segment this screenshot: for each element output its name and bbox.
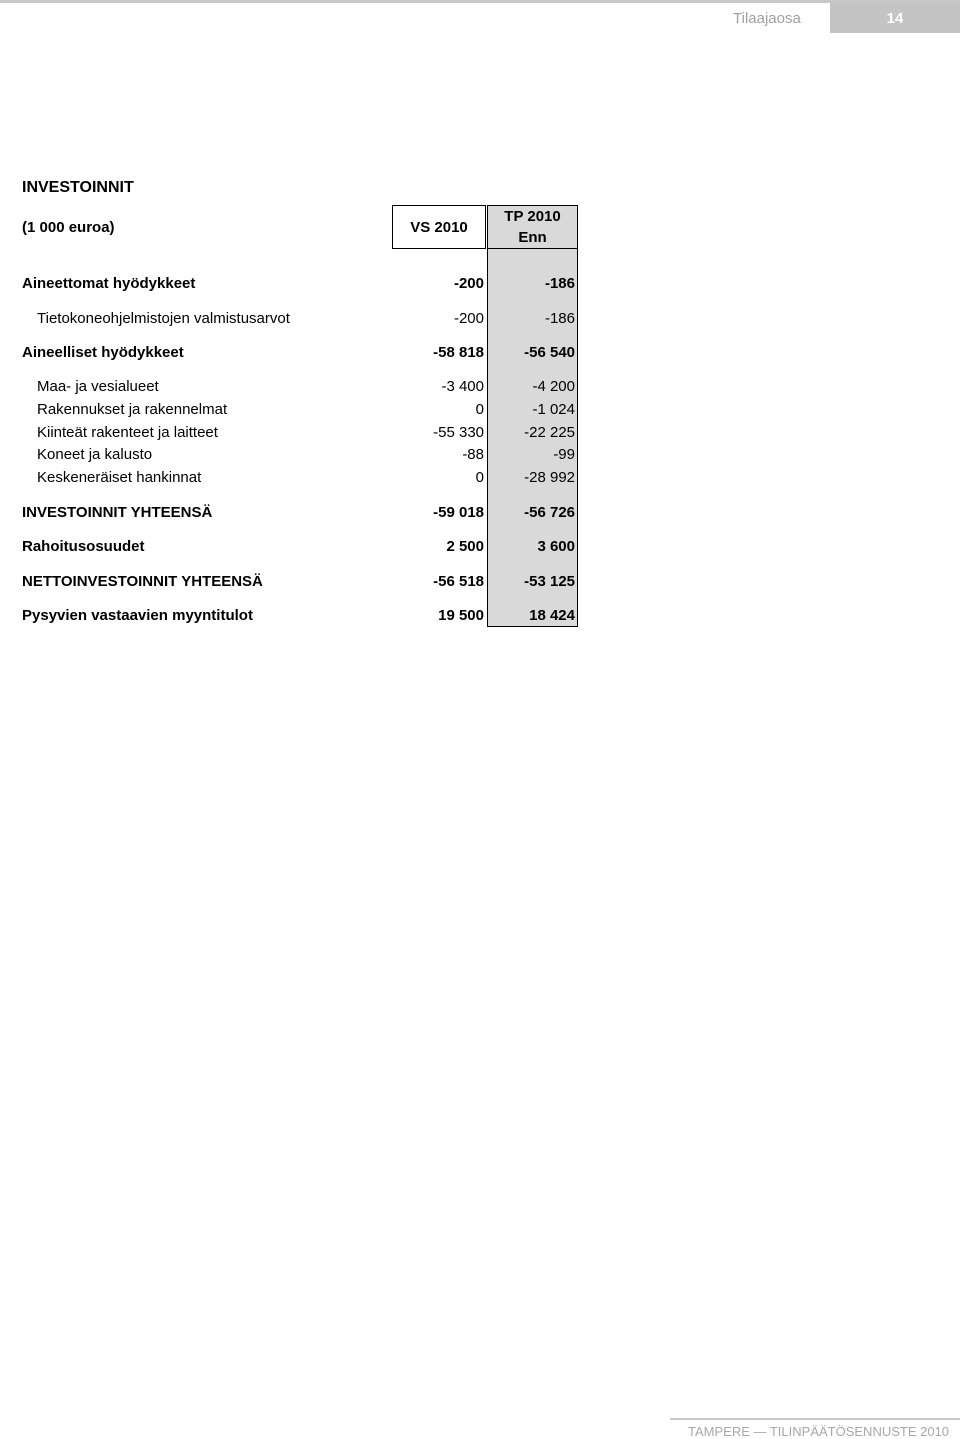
row-value-tp: -28 992 xyxy=(524,469,575,486)
row-value-tp: -56 540 xyxy=(524,344,575,361)
column-header-tp-line1: TP 2010 xyxy=(504,207,561,225)
table-row-total xyxy=(0,573,578,593)
table-row xyxy=(0,424,578,444)
row-value-tp: -56 726 xyxy=(524,504,575,521)
row-value-tp: 18 424 xyxy=(529,607,575,624)
row-label: Rakennukset ja rakennelmat xyxy=(37,401,228,418)
table-row xyxy=(0,310,578,330)
row-value-tp: -53 125 xyxy=(524,573,575,590)
row-value-vs: -58 818 xyxy=(433,344,484,361)
row-value-vs: -200 xyxy=(453,275,484,292)
column-header-tp-line2: Enn xyxy=(518,228,547,246)
row-value-vs: -200 xyxy=(453,310,484,327)
page-number: 14 xyxy=(886,9,904,27)
row-label: Maa- ja vesialueet xyxy=(37,378,159,395)
row-value-vs: -88 xyxy=(462,446,484,463)
table-row xyxy=(0,538,578,558)
column-header-vs-text: VS 2010 xyxy=(410,218,468,236)
row-value-vs: 19 500 xyxy=(438,607,484,624)
unit-label: (1 000 euroa) xyxy=(22,219,115,236)
table-row xyxy=(0,275,578,295)
row-value-vs: -59 018 xyxy=(433,504,484,521)
row-value-vs: -55 330 xyxy=(433,424,484,441)
table-row xyxy=(0,607,578,627)
row-value-tp: -186 xyxy=(544,310,575,327)
row-value-vs: 0 xyxy=(475,401,484,418)
row-label: NETTOINVESTOINNIT YHTEENSÄ xyxy=(22,573,263,590)
row-value-vs: -3 400 xyxy=(441,378,484,395)
table-row xyxy=(0,378,578,398)
page-title: INVESTOINNIT xyxy=(22,179,134,196)
table-row xyxy=(0,401,578,421)
row-value-tp: 3 600 xyxy=(537,538,575,555)
row-value-tp: -99 xyxy=(553,446,575,463)
row-label: Rahoitusosuudet xyxy=(22,538,145,555)
row-label: Pysyvien vastaavien myyntitulot xyxy=(22,607,253,624)
row-value-vs: 2 500 xyxy=(446,538,484,555)
column-header-vs xyxy=(392,205,486,249)
row-label: Keskeneräiset hankinnat xyxy=(37,469,202,486)
page-number-box xyxy=(830,3,960,33)
column-header-tp xyxy=(487,205,578,249)
row-value-tp: -1 024 xyxy=(532,401,575,418)
top-rule xyxy=(0,0,960,3)
row-label: Kiinteät rakenteet ja laitteet xyxy=(37,424,218,441)
row-value-vs: -56 518 xyxy=(433,573,484,590)
footer-rule xyxy=(670,1418,960,1420)
table-row xyxy=(0,344,578,364)
row-value-vs: 0 xyxy=(475,469,484,486)
row-label: Tietokoneohjelmistojen valmistusarvot xyxy=(37,310,290,327)
row-label: Aineettomat hyödykkeet xyxy=(22,275,196,292)
row-label: INVESTOINNIT YHTEENSÄ xyxy=(22,504,213,521)
row-label: Koneet ja kalusto xyxy=(37,446,153,463)
row-label: Aineelliset hyödykkeet xyxy=(22,344,184,361)
footer-text: TAMPERE — TILINPÄÄTÖSENNUSTE 2010 xyxy=(688,1424,950,1439)
header-section-label: Tilaajaosa xyxy=(733,10,801,27)
row-value-tp: -22 225 xyxy=(524,424,575,441)
row-value-tp: -186 xyxy=(544,275,575,292)
row-value-tp: -4 200 xyxy=(532,378,575,395)
table-row xyxy=(0,469,578,489)
table-row-total xyxy=(0,504,578,524)
table-row xyxy=(0,446,578,466)
